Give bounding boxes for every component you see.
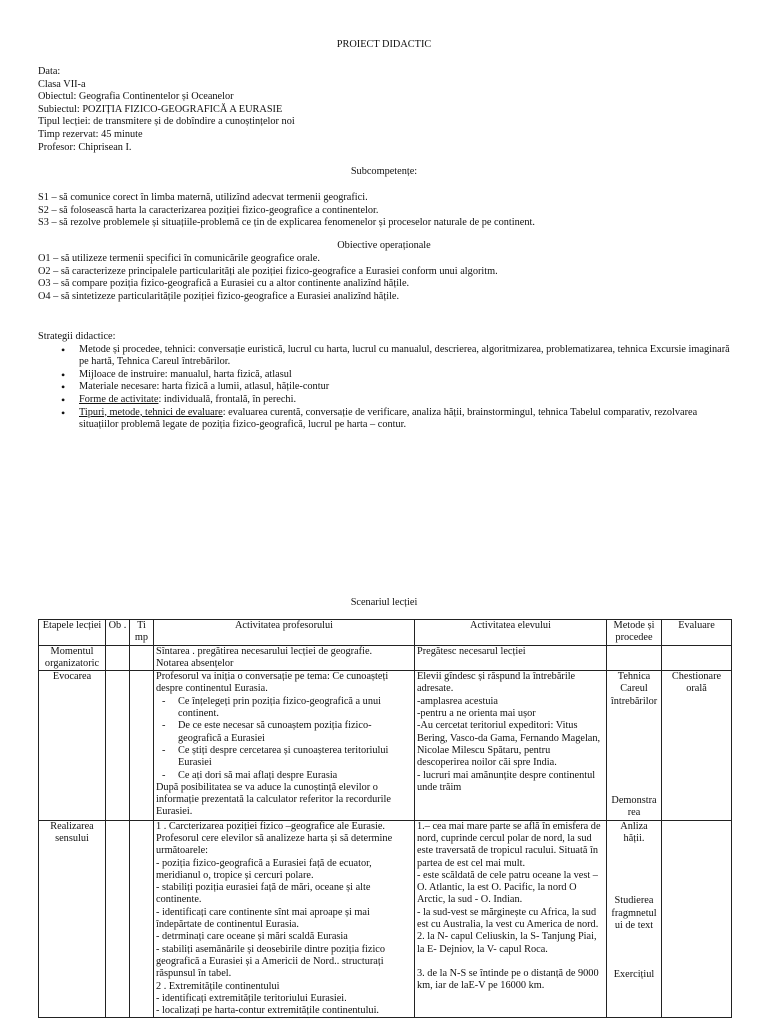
col-header-evaluare: Evaluare [662, 620, 732, 646]
cell-text: - stabiliți poziția eurasiei față de mări, oceane și alte continente. [156, 882, 371, 906]
cell-ob [106, 671, 130, 820]
subcompetente-list [38, 192, 535, 230]
cell-timp [130, 671, 154, 820]
cell-text: - lucruri mai amănunțite despre continentul unde trăim [417, 769, 596, 793]
strategii-item-text: Mijloace de instruire: manualul, harta fizică, atlasul [79, 368, 292, 380]
cell-text: Elevii gîndesc și răspund la întrebările adresate. [417, 671, 576, 695]
strategii-item [75, 344, 738, 369]
cell-text: Profesorul cere elevilor să analizeze harta și să determine următoarele: [156, 832, 393, 857]
cell-text: Exercițiul [613, 969, 655, 981]
scenariul-heading: Scenariul lecției [350, 597, 418, 608]
cell-text: -pentru a ne orienta mai ușor [417, 708, 536, 720]
cell-subitem: - Ce știți despre cercetarea și cunoașterea teritoriului Eurasiei [162, 744, 389, 769]
cell-ob [106, 645, 130, 671]
cell-profesor [154, 820, 415, 1018]
cell-text: Studierea fragmnetul ui de text [611, 895, 657, 931]
strategii-item-label: Tipuri, metode, tehnici de evaluare [79, 406, 223, 418]
table-row [39, 645, 732, 671]
cell-subitem: - De ce este necesar să cunoaștem poziția fizico-geografică a Eurasiei [162, 720, 372, 744]
scenariu-table [38, 619, 732, 1018]
cell-etapa: Realizarea sensului [39, 820, 106, 1018]
obiectiv-item: O4 – să sintetizeze particularitățile poziției fizico-geografice a Eurasiei analizînd hățile. [38, 290, 400, 302]
cell-text: - poziția fizico-geografică a Eurasiei față de ecuator, meridianul o, tropice și cercuri polare. [156, 857, 372, 881]
cell-elev [415, 645, 607, 671]
cell-text: - detrminați care oceane și mări scaldă Eurasia [156, 931, 348, 943]
info-subject: Obiectul: Geografia Continentelor și Oceanelor [38, 91, 234, 103]
cell-etapa: Momentul organizatoric [39, 645, 106, 671]
cell-timp [130, 820, 154, 1018]
info-time: Timp rezervat: 45 minute [38, 128, 143, 140]
cell-text: -amplasrea acestuia [417, 695, 498, 707]
strategii-item [75, 381, 738, 394]
cell-text: 1 . Carcterizarea poziției fizico –geografice ale Eurasie. [156, 820, 385, 832]
strategii-item-text: Metode și procedee, tehnici: conversație euristică, lucrul cu harta, lucrul cu manualul, descrierea, algoritmizarea, problematizarea, tehnica Excursie imaginară pe hartă, Tehnica Careul întrebărilor. [79, 343, 730, 368]
cell-text: Ce înțelegeți prin poziția fizico-geografică a unui continent. [178, 695, 381, 720]
cell-timp [130, 645, 154, 671]
cell-text: Sîntarea . pregătirea necesarului lecției de geografie. [156, 645, 373, 657]
strategii-list [38, 344, 738, 432]
info-teacher: Profesor: Chiprisean I. [38, 141, 132, 153]
col-header-etapa: Etapele lecției [39, 620, 106, 646]
obiectiv-item: O1 – să utilizeze termenii specifici în comunicările geografice orale. [38, 253, 320, 264]
cell-text: Demonstra rea [611, 795, 657, 819]
cell-elev [415, 671, 607, 820]
obiective-heading: Obiective operaționale [337, 240, 431, 251]
cell-profesor [154, 671, 415, 820]
subcompetenta-item: S2 – să folosească harta la caracterizarea poziției fizico-geografice a continentelor. [38, 204, 379, 216]
cell-metode [607, 820, 662, 1018]
cell-profesor [154, 645, 415, 671]
table-header-row [39, 620, 732, 646]
strategii-heading: Strategii didactice: [38, 331, 116, 342]
cell-subitem: - Ce ați dori să mai aflați despre Eurasia [162, 769, 338, 781]
lesson-info [38, 66, 295, 154]
cell-text: - identificați care continente sînt mai aproape și mai îndepărtate de continentul Eurasia. [156, 906, 370, 931]
table-row [39, 820, 732, 1018]
info-topic: Subiectul: POZIȚIA FIZICO-GEOGRAFICĂ A EURASIE [38, 103, 283, 115]
strategii-item-text: Materiale necesare: harta fizică a lumii, atlasul, hățile-contur [79, 381, 330, 393]
table-row [39, 671, 732, 820]
strategii-section [38, 331, 738, 432]
cell-text: - este scăldată de cele patru oceane la vest – O. Atlantic, la est O. Pacific, la nord O Arctic, la sud - O. Indian. [417, 869, 598, 906]
cell-text: - la sud-vest se mărginește cu Africa, la sud est cu Australia, la vest cu America de nord. [417, 906, 599, 931]
strategii-item-text: : individuală, frontală, în perechi. [158, 393, 297, 405]
cell-text: După posibilitatea se va aduce la cunoștință elevilor o informație prezentată la calculator referitor la recordurile Eurasiei. [156, 781, 391, 818]
info-class: Clasa VII-a [38, 78, 86, 90]
cell-evaluare [662, 645, 732, 671]
cell-text: Anliza hății. [620, 820, 648, 844]
cell-text: - localizați pe harta-contur extremitățile continentului. [156, 1005, 380, 1017]
cell-text: 1.– cea mai mare parte se află în emisfera de nord, cuprinde cercul polar de nord, la sud este traversată de tropicul racului. Situată în partea de est cel mai mult. [417, 820, 601, 869]
cell-evaluare [662, 820, 732, 1018]
cell-text: Profesorul va iniția o conversație pe tema: Ce cunoașteți despre continentul Eurasia. [156, 671, 389, 695]
cell-text: Pregătesc necesarul lecției [417, 645, 526, 657]
cell-text: Ce ați dori să mai aflați despre Eurasia [178, 769, 338, 781]
strategii-item-text: : evaluarea curentă, conversație de verificare, analiza hății, brainstormingul, tehnica Tabelul comparativ, rezolvarea situațiilor problemă legate de poziția fizico-geografică, lucrul pe harta – contur. [79, 406, 698, 431]
cell-text: 2. la N- capul Celiuskin, la S- Tanjung Piai, la E- Dejniov, la V- capul Roca. [417, 931, 597, 955]
col-header-timp: Ti mp [130, 620, 154, 646]
cell-subitem: - Ce înțelegeți prin poziția fizico-geografică a unui continent. [162, 695, 381, 720]
subcompetenta-item: S1 – să comunice corect în limba maternă, utilizînd adecvat termenii geografici. [38, 192, 368, 203]
col-header-profesor: Activitatea profesorului [154, 620, 415, 646]
cell-text: Tehnica Careul întrebărilor [610, 671, 658, 707]
col-header-elev: Activitatea elevului [415, 620, 607, 646]
cell-metode [607, 645, 662, 671]
info-lesson-type: Tipul lecției: de transmitere și de dobîndire a cunoștințelor noi [38, 116, 295, 128]
obiectiv-item: O2 – să caracterizeze principalele particularități ale poziției fizico-geografice a Eurasiei conform unui algoritm. [38, 265, 498, 277]
cell-text: - identificați extremitățile teritoriului Eurasiei. [156, 992, 347, 1004]
document-title: PROIECT DIDACTIC [336, 39, 432, 50]
col-header-metode: Metode și procedee [607, 620, 662, 646]
strategii-item [75, 394, 738, 407]
cell-text: -Au cercetat teritoriul expeditori: Vitus Bering, Vasco-da Gama, Fernando Magelan, Nicolae Milescu Spătaru, pentru descoperirea noilor căi spre India. [417, 720, 601, 769]
obiectiv-item: O3 – să compare poziția fizico-geografică a Eurasiei cu a altor continente analizînd hățile. [38, 278, 410, 290]
cell-text: Notarea absențelor [156, 657, 234, 669]
strategii-item-label: Forme de activitate [79, 393, 159, 405]
subcompetenta-item: S3 – să rezolve problemele și situațiile-problemă ce țin de explicarea fenomenelor și proceselor naturale de pe continent. [38, 217, 535, 229]
strategii-item [75, 407, 738, 432]
cell-text: 2 . Extremitățile continentului [156, 980, 280, 992]
strategii-item [75, 369, 738, 382]
cell-etapa: Evocarea [39, 671, 106, 820]
cell-ob [106, 820, 130, 1018]
cell-text: - stabiliți asemănările și deosebirile dintre poziția fizico geografică a Eurasiei și a Americii de Nord.. structurați răspunsul în tabel. [156, 943, 386, 980]
cell-elev [415, 820, 607, 1018]
cell-evaluare: Chestionare orală [662, 671, 732, 820]
cell-text: 3. de la N-S se întinde pe o distanță de 9000 km, iar de laE-V pe 16000 km. [417, 967, 599, 992]
obiective-list [38, 253, 498, 303]
col-header-ob: Ob . [106, 620, 130, 646]
cell-metode [607, 671, 662, 820]
cell-text: Ce știți despre cercetarea și cunoașterea teritoriului Eurasiei [178, 744, 389, 769]
cell-text: De ce este necesar să cunoaștem poziția fizico-geografică a Eurasiei [178, 720, 372, 744]
info-date: Data: [38, 66, 61, 77]
subcompetente-heading: Subcompetențe: [350, 166, 418, 177]
